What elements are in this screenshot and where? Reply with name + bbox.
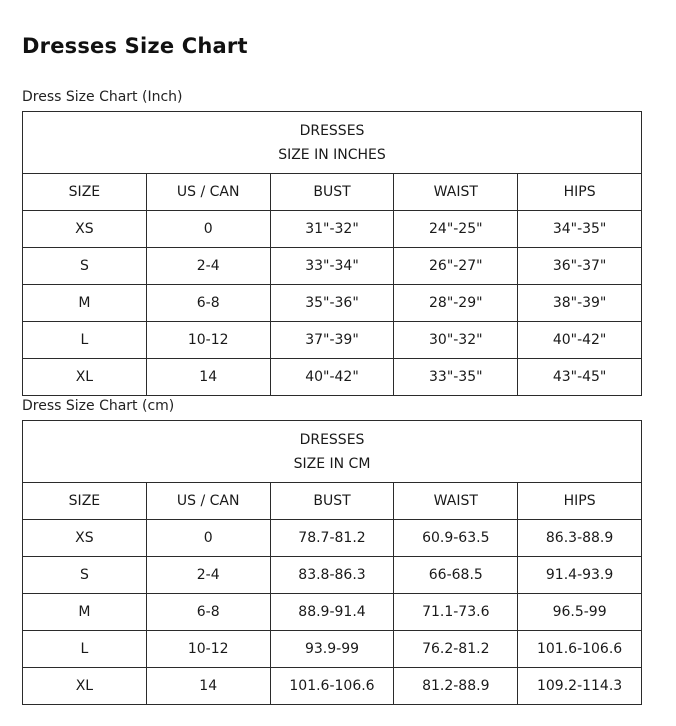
table-cell: 2-4 [146, 248, 270, 285]
table-row [23, 359, 642, 396]
table-cell: S [23, 248, 147, 285]
column-header-waist: WAIST [394, 174, 518, 211]
table-row [23, 520, 642, 557]
column-header-hips: HIPS [518, 174, 642, 211]
table-cell: 83.8-86.3 [270, 557, 394, 594]
table-cell: 10-12 [146, 322, 270, 359]
page-title: Dresses Size Chart [22, 34, 248, 58]
table-cell: 2-4 [146, 557, 270, 594]
cm-chart-caption: Dress Size Chart (cm) [22, 398, 175, 414]
table-row [23, 631, 642, 668]
table-cell: 40"-42" [518, 322, 642, 359]
table-cell: 93.9-99 [270, 631, 394, 668]
column-header-us-can: US / CAN [146, 174, 270, 211]
table-cell: S [23, 557, 147, 594]
table-cell: 40"-42" [270, 359, 394, 396]
table-cell: 14 [146, 668, 270, 705]
table-header-row [23, 421, 642, 483]
table-cell: 31"-32" [270, 211, 394, 248]
table-header-cell [23, 112, 642, 174]
table-cell: 76.2-81.2 [394, 631, 518, 668]
table-header-subtitle: SIZE IN INCHES [278, 146, 386, 163]
table-cell: 86.3-88.9 [518, 520, 642, 557]
table-header-cell [23, 421, 642, 483]
table-header-subtitle: SIZE IN CM [293, 455, 371, 472]
table-row [23, 668, 642, 705]
table-row [23, 248, 642, 285]
table-cell: 10-12 [146, 631, 270, 668]
table-cell: XL [23, 359, 147, 396]
column-header-bust: BUST [270, 174, 394, 211]
table-cell: XS [23, 520, 147, 557]
table-cell: 0 [146, 520, 270, 557]
inch-chart-caption: Dress Size Chart (Inch) [22, 89, 183, 105]
table-row [23, 211, 642, 248]
table-cell: 71.1-73.6 [394, 594, 518, 631]
table-cell: 91.4-93.9 [518, 557, 642, 594]
table-cell: 78.7-81.2 [270, 520, 394, 557]
table-cell: 26"-27" [394, 248, 518, 285]
table-cell: M [23, 285, 147, 322]
column-header-row [23, 483, 642, 520]
table-cell: 101.6-106.6 [270, 668, 394, 705]
table-cell: XS [23, 211, 147, 248]
table-cell: 28"-29" [394, 285, 518, 322]
table-row [23, 557, 642, 594]
table-cell: 96.5-99 [518, 594, 642, 631]
cm-size-table [22, 420, 642, 705]
table-cell: L [23, 631, 147, 668]
table-cell: 37"-39" [270, 322, 394, 359]
table-header-title: DRESSES [299, 431, 365, 448]
table-row [23, 594, 642, 631]
column-header-size: SIZE [23, 483, 147, 520]
table-cell: 35"-36" [270, 285, 394, 322]
table-cell: 43"-45" [518, 359, 642, 396]
table-cell: 14 [146, 359, 270, 396]
table-header-row [23, 112, 642, 174]
table-cell: 33"-34" [270, 248, 394, 285]
table-cell: 109.2-114.3 [518, 668, 642, 705]
table-header-title: DRESSES [299, 122, 365, 139]
column-header-waist: WAIST [394, 483, 518, 520]
column-header-size: SIZE [23, 174, 147, 211]
table-cell: 36"-37" [518, 248, 642, 285]
table-cell: 6-8 [146, 285, 270, 322]
table-cell: 60.9-63.5 [394, 520, 518, 557]
column-header-us-can: US / CAN [146, 483, 270, 520]
table-cell: XL [23, 668, 147, 705]
table-cell: 6-8 [146, 594, 270, 631]
column-header-bust: BUST [270, 483, 394, 520]
table-cell: 24"-25" [394, 211, 518, 248]
inch-size-table [22, 111, 642, 396]
table-cell: M [23, 594, 147, 631]
column-header-hips: HIPS [518, 483, 642, 520]
table-cell: 34"-35" [518, 211, 642, 248]
table-cell: 0 [146, 211, 270, 248]
table-cell: 33"-35" [394, 359, 518, 396]
table-cell: 88.9-91.4 [270, 594, 394, 631]
table-cell: 81.2-88.9 [394, 668, 518, 705]
table-cell: L [23, 322, 147, 359]
column-header-row [23, 174, 642, 211]
table-cell: 66-68.5 [394, 557, 518, 594]
table-row [23, 322, 642, 359]
table-cell: 30"-32" [394, 322, 518, 359]
table-cell: 101.6-106.6 [518, 631, 642, 668]
table-cell: 38"-39" [518, 285, 642, 322]
table-row [23, 285, 642, 322]
